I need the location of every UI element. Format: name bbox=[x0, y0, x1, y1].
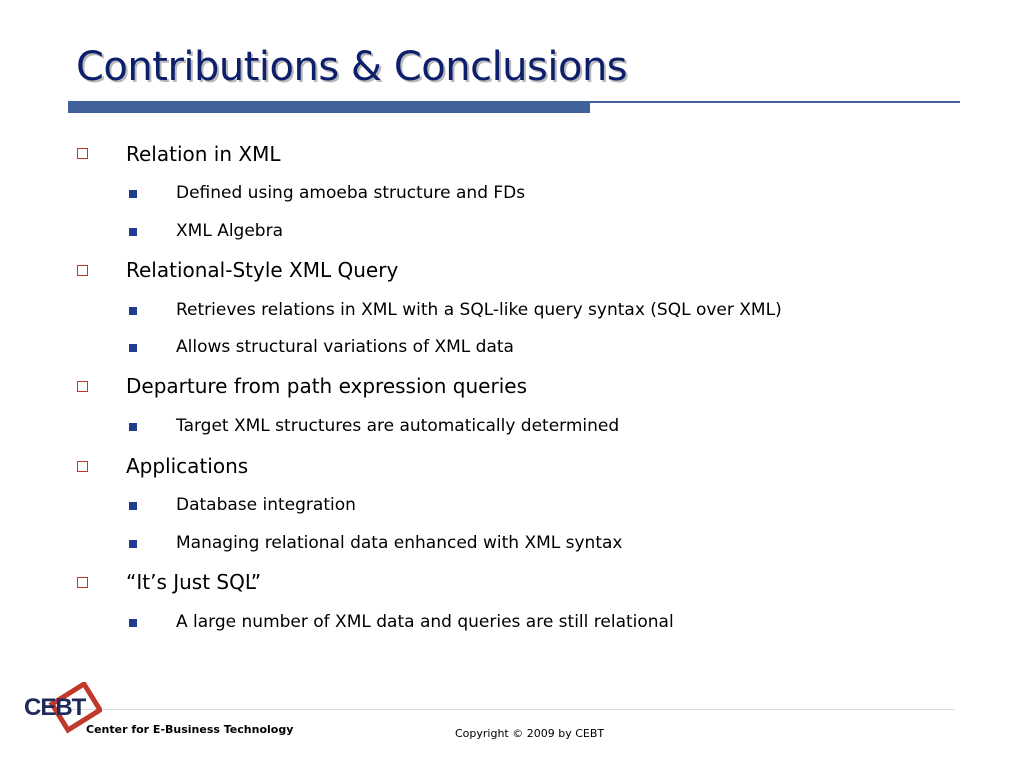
filled-square-bullet-icon bbox=[129, 228, 137, 236]
bullet-level1: Applications bbox=[126, 454, 249, 478]
bullet-level1: “It’s Just SQL” bbox=[126, 570, 262, 594]
hollow-square-bullet-icon bbox=[77, 148, 88, 159]
filled-square-bullet-icon bbox=[129, 619, 137, 627]
bullet-level2: Target XML structures are automatically determined bbox=[176, 416, 620, 436]
bullet-level2: Defined using amoeba structure and FDs bbox=[176, 183, 526, 203]
filled-square-bullet-icon bbox=[129, 502, 137, 510]
bullet-level2: Managing relational data enhanced with XML syntax bbox=[176, 533, 623, 553]
bullet-level2: Allows structural variations of XML data bbox=[176, 337, 514, 357]
bullet-level1: Departure from path expression queries bbox=[126, 374, 527, 398]
hollow-square-bullet-icon bbox=[77, 461, 88, 472]
filled-square-bullet-icon bbox=[129, 540, 137, 548]
hollow-square-bullet-icon bbox=[77, 577, 88, 588]
bullet-level1: Relation in XML bbox=[126, 142, 281, 166]
slide-title: Contributions & Conclusions bbox=[76, 44, 628, 90]
title-underline-thin bbox=[590, 101, 960, 103]
title-underline-thick bbox=[68, 101, 590, 113]
bullet-level2: Retrieves relations in XML with a SQL-like query syntax (SQL over XML) bbox=[176, 300, 782, 320]
filled-square-bullet-icon bbox=[129, 423, 137, 431]
footer-divider bbox=[70, 709, 955, 710]
bullet-level2: Database integration bbox=[176, 495, 356, 515]
bullet-level2: A large number of XML data and queries are still relational bbox=[176, 612, 674, 632]
filled-square-bullet-icon bbox=[129, 307, 137, 315]
bullet-level2: XML Algebra bbox=[176, 221, 283, 241]
filled-square-bullet-icon bbox=[129, 190, 137, 198]
organization-name: Center for E-Business Technology bbox=[86, 723, 294, 736]
logo-text: CEBT bbox=[24, 694, 86, 721]
copyright-text: Copyright © 2009 by CEBT bbox=[455, 727, 605, 740]
bullet-level1: Relational-Style XML Query bbox=[126, 258, 399, 282]
filled-square-bullet-icon bbox=[129, 344, 137, 352]
hollow-square-bullet-icon bbox=[77, 265, 88, 276]
hollow-square-bullet-icon bbox=[77, 381, 88, 392]
